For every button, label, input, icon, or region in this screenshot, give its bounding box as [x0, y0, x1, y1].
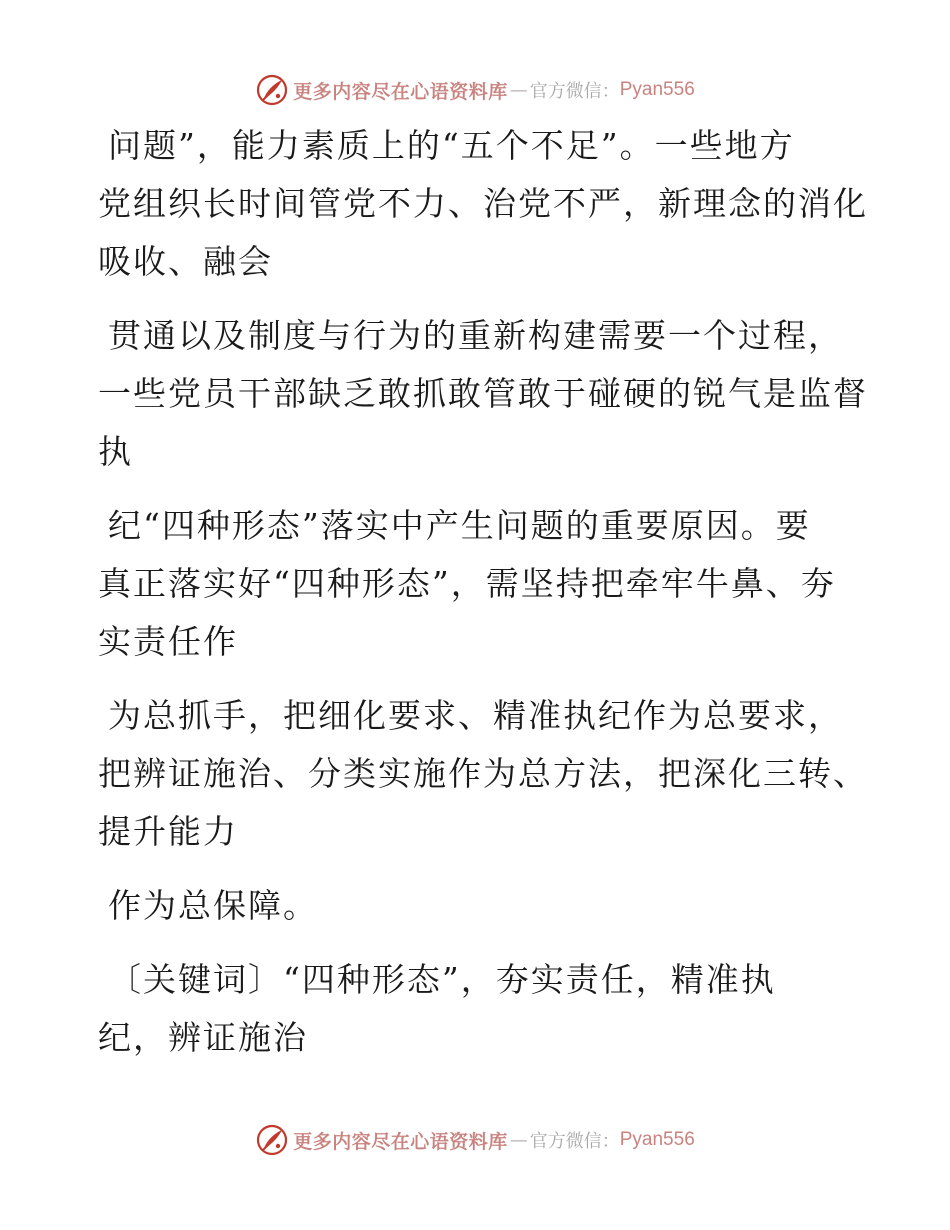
keywords-line: 〔关键词〕“四种形态”，夯实责任，精准执	[108, 960, 776, 999]
header-wechat-id: Pyan556	[619, 79, 695, 100]
text-line: 执	[98, 432, 133, 471]
footer-wechat-label: 官方微信：	[529, 1131, 620, 1152]
body-text	[98, 117, 868, 1083]
footer-wechat-id: Pyan556	[619, 1129, 695, 1150]
text-line: 一些党员干部缺乏敢抓敢管敢于碰硬的锐气是监督	[98, 374, 868, 413]
paragraph	[98, 307, 868, 481]
keywords-line: 纪，辨证施治	[98, 1018, 308, 1057]
text-line: 贯通以及制度与行为的重新构建需要一个过程，	[108, 316, 843, 355]
text-line: 纪“四种形态”落实中产生问题的重要原因。要	[108, 506, 811, 545]
text-line: 把辨证施治、分类实施作为总方法，把深化三转、	[98, 754, 868, 793]
text-line: 党组织长时间管党不力、治党不严，新理念的消化	[98, 184, 868, 223]
text-line: 吸收、融会	[98, 242, 273, 281]
header-wechat-label: 官方微信：	[529, 81, 620, 102]
feather-quill-logo-icon	[255, 1123, 289, 1157]
paragraph	[98, 877, 858, 935]
footer-dash: —	[509, 1129, 528, 1151]
header-watermark-banner	[0, 70, 950, 110]
text-line: 作为总保障。	[108, 886, 318, 925]
text-line: 为总抓手，把细化要求、精准执纪作为总要求，	[108, 696, 843, 735]
header-dash: —	[509, 79, 528, 101]
text-line: 真正落实好“四种形态”，需坚持把牵牢牛鼻、夯	[98, 564, 836, 603]
text-line: 问题”，能力素质上的“五个不足”。一些地方	[108, 126, 795, 165]
keywords-paragraph	[98, 951, 858, 1067]
text-line: 实责任作	[98, 622, 238, 661]
text-line: 提升能力	[98, 812, 238, 851]
paragraph	[98, 497, 858, 671]
footer-watermark-banner	[0, 1120, 950, 1160]
footer-site-text: 更多内容尽在心语资料库	[293, 1130, 508, 1153]
header-site-text: 更多内容尽在心语资料库	[293, 80, 508, 103]
paragraph	[98, 117, 868, 291]
paragraph	[98, 687, 868, 861]
feather-quill-logo-icon	[255, 73, 289, 107]
